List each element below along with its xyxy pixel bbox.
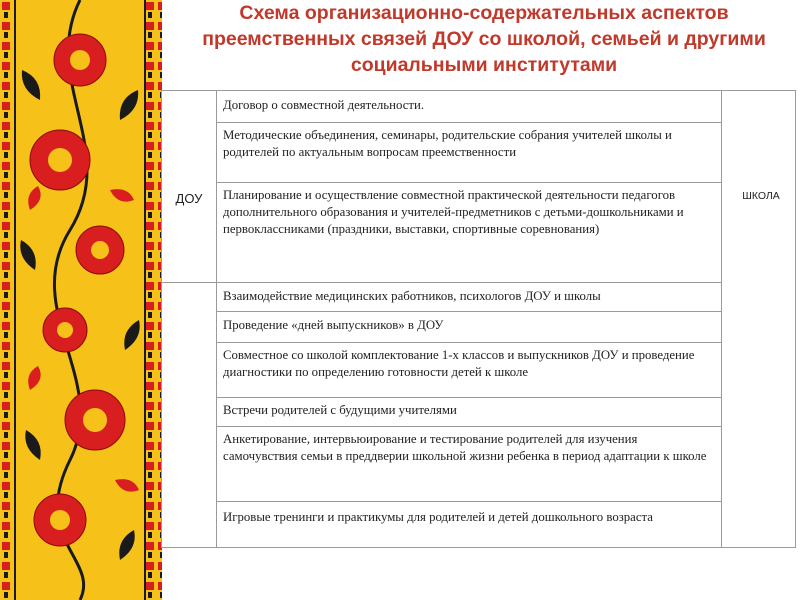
table-row: Встречи родителей с будущими учителями <box>223 403 457 417</box>
table-row: Проведение «дней выпускников» в ДОУ <box>223 318 444 332</box>
table-row: Совместное со школой комплектование 1-х классов и выпускников ДОУ и проведение диагностики по определению готовности детей к школе <box>223 348 695 379</box>
table-row: Взаимодействие медицинских работников, психологов ДОУ и школы <box>223 289 601 303</box>
khokhloma-ornament-banner <box>0 0 162 600</box>
continuity-table <box>161 90 796 548</box>
slide-title: Схема организационно-содержательных аспектов преемственных связей ДОУ со школой, семьей и другими социальными институтами <box>202 2 766 76</box>
table-row: Игровые тренинги и практикумы для родителей и детей дошкольного возраста <box>223 510 653 524</box>
table-row: Планирование и осуществление совместной практической деятельности педагогов дополнительного образования и учителей-предметников с детьми-дошкольниками и первоклассниками (праздники, выставки, спортивные соревнования) <box>223 188 684 236</box>
dou-label: ДОУ <box>175 191 203 206</box>
table-row: Договор о совместной деятельности. <box>223 98 425 112</box>
row-divider <box>216 501 721 502</box>
row-divider <box>216 311 721 312</box>
school-label: ШКОЛА <box>742 190 780 202</box>
section-divider <box>162 282 721 283</box>
floral-ornament-icon <box>0 0 162 600</box>
column-divider <box>721 91 722 547</box>
table-row: Анкетирование, интервьюирование и тестирование родителей для изучения самочувствия семьи в преддверии школьной жизни ребенка в период адаптации к школе <box>223 432 707 463</box>
table-row: Методические объединения, семинары, родительские собрания учителей школы и родителей по актуальным вопросам преемственности <box>223 128 672 159</box>
